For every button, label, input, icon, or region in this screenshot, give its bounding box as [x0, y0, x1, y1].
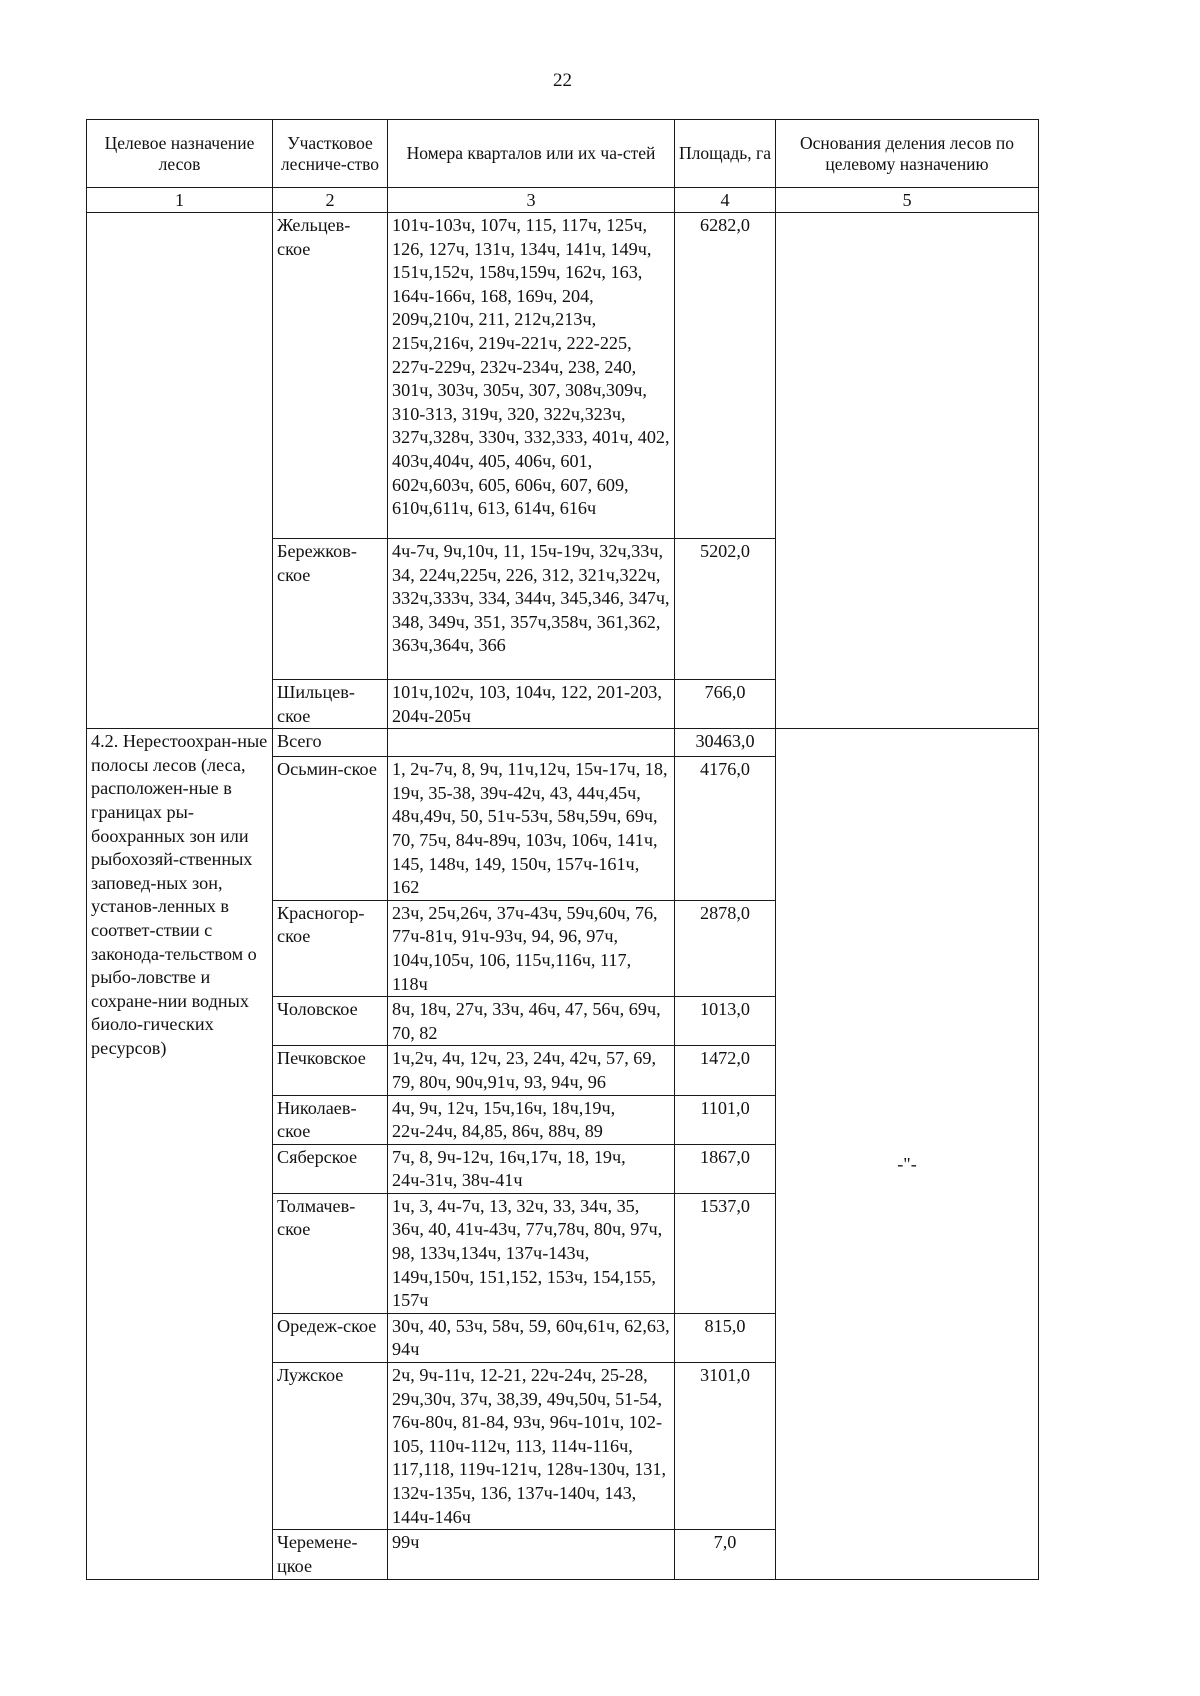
- quarters-list: 1ч,2ч, 4ч, 12ч, 23, 24ч, 42ч, 57, 69, 79, 80ч, 90ч,91ч, 93, 94ч, 96: [388, 1046, 675, 1095]
- forest-purpose-table: [86, 119, 1039, 1580]
- forestry-name: Осьмин-ское: [273, 757, 388, 901]
- area-value: 5202,0: [675, 539, 776, 680]
- header-row: [87, 120, 1039, 188]
- quarters-list: 101ч,102ч, 103, 104ч, 122, 201-203, 204ч-205ч: [388, 680, 675, 729]
- quarters-list: 7ч, 8, 9ч-12ч, 16ч,17ч, 18, 19ч, 24ч-31ч, 38ч-41ч: [388, 1144, 675, 1193]
- area-value: 1013,0: [675, 997, 776, 1046]
- area-value: 1472,0: [675, 1046, 776, 1095]
- total-area-value: 30463,0: [675, 729, 776, 757]
- forestry-name: Шильцев-ское: [273, 680, 388, 729]
- column-number: 3: [388, 188, 675, 213]
- forestry-name: Жельцев-ское: [273, 213, 388, 539]
- quarters-list: 1ч, 3, 4ч-7ч, 13, 32ч, 33, 34ч, 35, 36ч, 40, 41ч-43ч, 77ч,78ч, 80ч, 97ч, 98, 133ч,134ч, 137ч-143ч, 149ч,150ч, 151,152, 153ч, 154,155, 157ч: [388, 1193, 675, 1313]
- area-value: 1101,0: [675, 1095, 776, 1144]
- table-row-total: [87, 729, 1039, 757]
- area-value: 1537,0: [675, 1193, 776, 1313]
- forestry-name: Печковское: [273, 1046, 388, 1095]
- forestry-name: Лужское: [273, 1363, 388, 1530]
- table-row: [87, 213, 1039, 539]
- header-area: Площадь, га: [675, 120, 776, 188]
- area-value: 2878,0: [675, 900, 776, 996]
- forestry-name: Бережков-ское: [273, 539, 388, 680]
- area-value: 815,0: [675, 1313, 776, 1362]
- column-number: 1: [87, 188, 273, 213]
- total-label: Всего: [273, 729, 388, 757]
- area-value: 7,0: [675, 1530, 776, 1580]
- quarters-list: 8ч, 18ч, 27ч, 33ч, 46ч, 47, 56ч, 69ч, 70, 82: [388, 997, 675, 1046]
- quarters-list: 99ч: [388, 1530, 675, 1580]
- quarters-list: 4ч-7ч, 9ч,10ч, 11, 15ч-19ч, 32ч,33ч, 34, 224ч,225ч, 226, 312, 321ч,322ч, 332ч,333ч, 334, 344ч, 345,346, 347ч, 348, 349ч, 351, 357ч,358ч, 361,362, 363ч,364ч, 366: [388, 539, 675, 680]
- forestry-name: Черемене-цкое: [273, 1530, 388, 1580]
- forestry-name: Сяберское: [273, 1144, 388, 1193]
- ditto-mark: -"-: [897, 1153, 917, 1174]
- header-quarters: Номера кварталов или их ча-стей: [388, 120, 675, 188]
- purpose-cell-empty: [87, 213, 273, 729]
- area-value: 766,0: [675, 680, 776, 729]
- purpose-text: 4.2. Нерестоохран-ные полосы лесов (леса, расположен-ные в границах ры-боохранных зон или рыбохозяй-ственных заповед-ных зон, установ-ленных в соответ-ствии с законода-тельством о рыбо-ловстве и сохране-нии водных биоло-гических ресурсов): [87, 729, 273, 1580]
- quarters-list: 4ч, 9ч, 12ч, 15ч,16ч, 18ч,19ч, 22ч-24ч, 84,85, 86ч, 88ч, 89: [388, 1095, 675, 1144]
- column-number: 2: [273, 188, 388, 213]
- quarters-list: 1, 2ч-7ч, 8, 9ч, 11ч,12ч, 15ч-17ч, 18, 19ч, 35-38, 39ч-42ч, 43, 44ч,45ч, 48ч,49ч, 50, 51ч-53ч, 58ч,59ч, 69ч, 70, 75ч, 84ч-89ч, 103ч, 106ч, 141ч, 145, 148ч, 149, 150ч, 157ч-161ч, 162: [388, 757, 675, 901]
- quarters-list-empty: [388, 729, 675, 757]
- quarters-list: 30ч, 40, 53ч, 58ч, 59, 60ч,61ч, 62,63, 94ч: [388, 1313, 675, 1362]
- forestry-name: Толмачев-ское: [273, 1193, 388, 1313]
- quarters-list: 2ч, 9ч-11ч, 12-21, 22ч-24ч, 25-28, 29ч,30ч, 37ч, 38,39, 49ч,50ч, 51-54, 76ч-80ч, 81-84, 93ч, 96ч-101ч, 102-105, 110ч-112ч, 113, 114ч-116ч, 117,118, 119ч-121ч, 128ч-130ч, 131, 132ч-135ч, 136, 137ч-140ч, 143, 144ч-146ч: [388, 1363, 675, 1530]
- basis-cell-empty: [776, 213, 1039, 729]
- area-value: 3101,0: [675, 1363, 776, 1530]
- header-forestry: Участковое лесниче-ство: [273, 120, 388, 188]
- column-number-row: [87, 188, 1039, 213]
- area-value: 6282,0: [675, 213, 776, 539]
- area-value: 4176,0: [675, 757, 776, 901]
- column-number: 4: [675, 188, 776, 213]
- area-value: 1867,0: [675, 1144, 776, 1193]
- forestry-name: Оредеж-ское: [273, 1313, 388, 1362]
- column-number: 5: [776, 188, 1039, 213]
- header-basis: Основания деления лесов по целевому назначению: [776, 120, 1039, 188]
- quarters-list: 101ч-103ч, 107ч, 115, 117ч, 125ч, 126, 127ч, 131ч, 134ч, 141ч, 149ч, 151ч,152ч, 158ч,159ч, 162ч, 163, 164ч-166ч, 168, 169ч, 204, 209ч,210ч, 211, 212ч,213ч, 215ч,216ч, 219ч-221ч, 222-225, 227ч-229ч, 232ч-234ч, 238, 240, 301ч, 303ч, 305ч, 307, 308ч,309ч, 310-313, 319ч, 320, 322ч,323ч, 327ч,328ч, 330ч, 332,333, 401ч, 402, 403ч,404ч, 405, 406ч, 601, 602ч,603ч, 605, 606ч, 607, 609, 610ч,611ч, 613, 614ч, 616ч: [388, 213, 675, 539]
- forestry-name: Николаев-ское: [273, 1095, 388, 1144]
- forestry-name: Красногор-ское: [273, 900, 388, 996]
- basis-ditto: [776, 729, 1039, 1580]
- header-purpose: Целевое назначение лесов: [87, 120, 273, 188]
- forestry-name: Чоловское: [273, 997, 388, 1046]
- quarters-list: 23ч, 25ч,26ч, 37ч-43ч, 59ч,60ч, 76, 77ч-81ч, 91ч-93ч, 94, 96, 97ч, 104ч,105ч, 106, 115ч,116ч, 117, 118ч: [388, 900, 675, 996]
- page-number: 22: [553, 70, 572, 91]
